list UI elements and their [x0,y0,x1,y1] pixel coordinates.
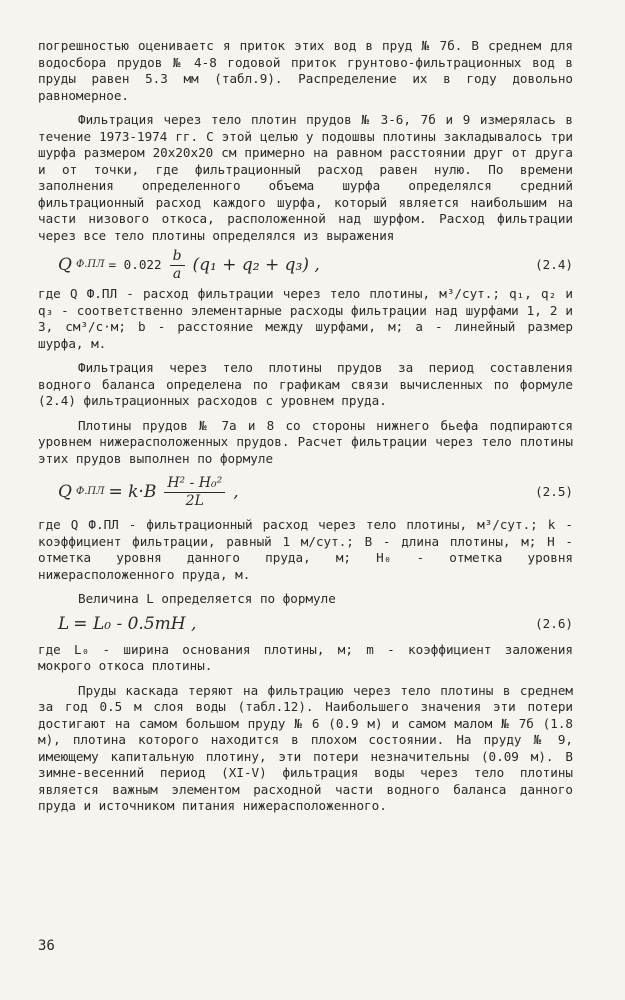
formula-2-lhs: Q [58,481,72,502]
formula-1-number: (2.4) [535,256,573,272]
formula-2-frac-bottom: 2L [185,492,204,509]
formula-2-lhs-sub: Ф.ПЛ [75,485,105,497]
formula-2-frac-top: H² - H₀² [164,475,225,493]
paragraph-4: Фильтрация через тело плотины прудов за период составления водного баланса определена по графикам связи вычисленных по формуле (2.4) фильтрационных расходов с уровнем пруда. [38,360,573,408]
paragraph-3: где Q Ф.ПЛ - расход фильтрации через тело плотины, м³/сут.; q₁, q₂ и q₃ - соответственно элементарные расходы фильтрации над шурфами 1, 2 и 3, см³/с·м; b - расстояние между шурфами, м; a - линейный размер шурфа, м. [38,286,573,351]
formula-1-tail: (q₁ + q₂ + q₃) , [192,254,320,275]
formula-3-number: (2.6) [535,616,573,632]
formula-1-lhs-sub: Ф.ПЛ [75,258,105,270]
formula-1-lhs: Q [58,254,72,275]
formula-3-rhs: = L₀ - 0.5mH , [73,614,197,635]
page-number: 36 [38,938,55,954]
paragraph-6: где Q Ф.ПЛ - фильтрационный расход через тело плотины, м³/сут.; k - коэффициент фильтрации, равный 1 м/сут.; B - длина плотины, м; H - отметка уровня данного пруда, м; H₀ - отметка уровня нижерасположенного пруда, м. [38,517,573,582]
paragraph-8: где L₀ - ширина основания плотины, м; m - коэффициент заложения мокрого откоса плотины. [38,641,573,673]
formula-1-fraction [170,248,185,283]
formula-1-frac-bottom: a [172,265,182,282]
formula-3-lhs: L [58,614,70,635]
formula-1-rhs: = 0.022 [108,256,162,272]
paragraph-1: погрешностью оцениваетс я приток этих вод в пруд № 7б. В среднем для водосбора прудов № 4-8 годовой приток грунтово-фильтрационных вод в пруды равен 5.3 мм (табл.9). Распределение их в году довольно равномерное. [38,38,573,103]
formula-2-rhs: = k·B [108,481,157,502]
formula-2-5 [38,467,573,517]
paragraph-5: Плотины прудов № 7а и 8 со стороны нижнего бьефа подпираются уровнем нижерасположенных прудов. Расчет фильтрации через тело плотины этих прудов выполнен по формуле [38,417,573,466]
formula-2-4 [38,244,573,286]
paragraph-2: Фильтрация через тело плотин прудов № 3-6, 7б и 9 измерялась в течение 1973-1974 гг. С этой целью у подошвы плотины закладывалось три шурфа размером 20х20х20 см примерно на равном расстоянии друг от друга и от точки, где фильтрационный расход равен нулю. По времени заполнения определенного объема шурфа определялся средний фильтрационный расход каждого шурфа, который является наибольшим на части низового откоса, расположенной над шурфом. Расход фильтрации через все тело плотины определялся из выражения [38,112,573,243]
formula-2-tail: , [233,481,239,502]
formula-2-fraction [164,475,225,510]
formula-1-frac-top: b [170,248,185,266]
formula-2-6 [38,608,573,642]
formula-2-number: (2.5) [535,483,573,499]
paragraph-9: Пруды каскада теряют на фильтрацию через тело плотины в среднем за год 0.5 м слоя воды (табл.12). Наибольшего значения эти потери достигают на самом большом пруду № 6 (0.9 м) и самом малом № 7б (1.8 м), плотина которого находится в плохом состоянии. На пруду № 9, имеющему капитальную плотину, эти потери незначительны (0.09 м). В зимне-весенний период (XI-V) фильтрация воды через тело плотины является важным элементом расходной части водного баланса данного пруда и источником питания нижерасположенного. [38,682,573,813]
paragraph-7: Величина L определяется по формуле [78,591,336,606]
